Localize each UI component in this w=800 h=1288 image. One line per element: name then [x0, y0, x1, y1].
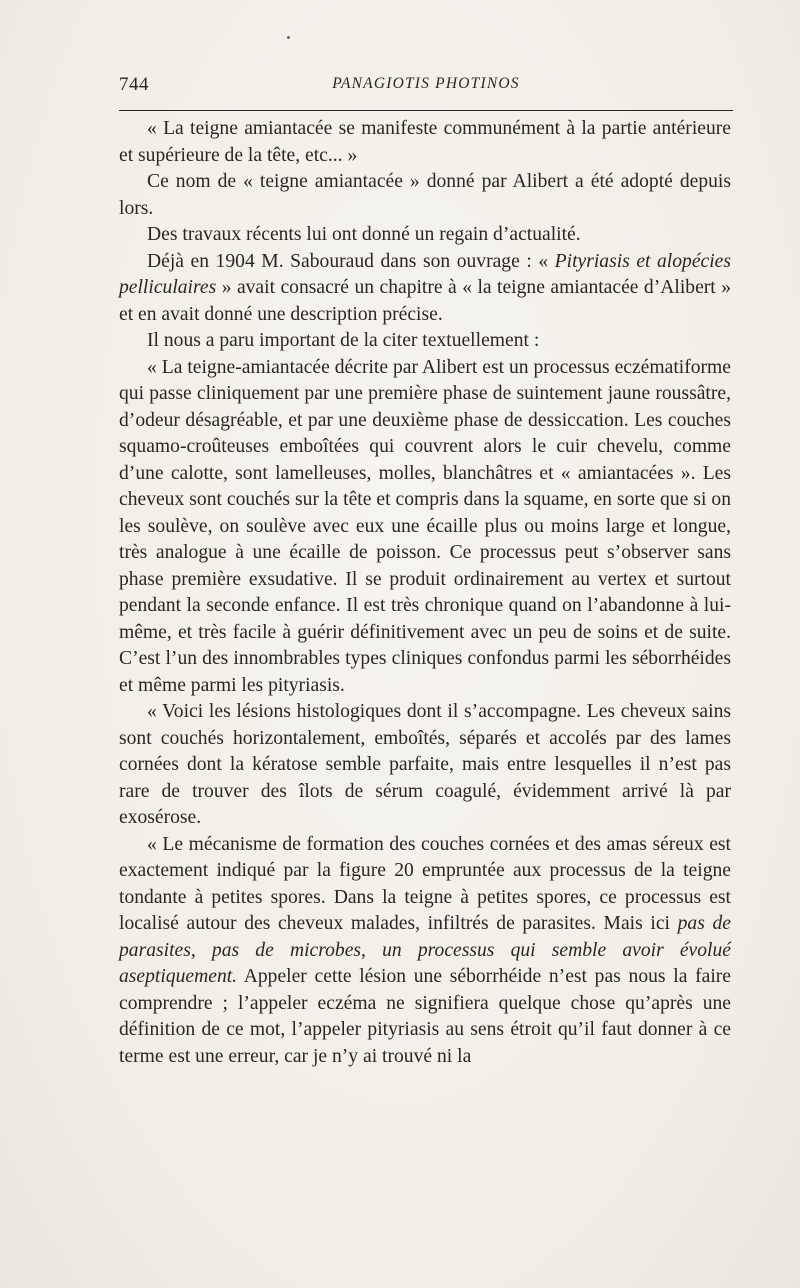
text-segment: » avait consacré un chapitre à « la teigne amiantacée d’Alibert » et en avait donné une description précise.: [119, 277, 731, 325]
text-segment: « Le mécanisme de formation des couches cornées et des amas séreux est exactement indiqué par la figure 20 empruntée aux processus de la teigne tondante à petites spores. Dans la teigne à petites spores, ce processus est localisé autour des cheveux malades, infiltrés de parasites. Mais ici: [119, 833, 731, 934]
page-number: 744: [119, 74, 149, 95]
paragraph: [119, 169, 731, 222]
text-segment: Ce nom de « teigne amiantacée » donné par Alibert a été adopté depuis lors.: [119, 171, 731, 219]
text-segment: « La teigne-amiantacée décrite par Alibert est un processus eczématiforme qui passe cliniquement par une première phase de suintement jaune roussâtre, d’odeur désagréable, et par une deuxième phase de dessiccation. Les couches squamo-croûteuses emboîtées qui couvrent alors le cuir chevelu, comme d’une calotte, sont lamelleuses, molles, blanchâtres et « amiantacées ». Les cheveux sont couchés sur la tête et compris dans la squame, en sorte que si on les soulève, on soulève avec eux une écaille plus ou moins large et longue, très analogue à une écaille de poisson. Ce processus peut s’observer sans phase première exsudative. Il se produit ordinairement au vertex et surtout pendant la seconde enfance. Il est très chronique quand on l’abandonne à lui-même, et très facile à guérir définitivement avec un peu de soins et de suite. C’est l’un des innombrables types cliniques confondus parmi les séborrhéides et même parmi les pityriasis.: [119, 356, 731, 696]
paragraph: [119, 116, 731, 169]
italic-text: Pityriasis et alopécies pelliculaires: [119, 250, 731, 298]
text-segment: Déjà en 1904 M. Sabouraud dans son ouvrage : «: [147, 250, 555, 272]
italic-text: pas de parasites, pas de microbes, un processus qui semble avoir évolué aseptiquement.: [119, 913, 731, 987]
paragraph: [119, 249, 731, 329]
paragraph: [119, 832, 731, 1071]
paragraph: [119, 222, 731, 249]
running-title: PANAGIOTIS PHOTINOS: [332, 75, 520, 92]
page-header: [119, 74, 733, 104]
paragraph: [119, 355, 731, 700]
header-rule: [119, 110, 733, 111]
text-segment: « Voici les lésions histologiques dont il s’accompagne. Les cheveux sains sont couchés horizontalement, emboîtés, séparés et accolés par des lames cornées dont la kératose semble parfaite, mais entre lesquelles il n’est pas rare de trouver des îlots de sérum coagulé, évidemment arrivé là par exosérose.: [119, 701, 731, 828]
text-segment: Des travaux récents lui ont donné un regain d’actualité.: [147, 224, 581, 245]
text-segment: Il nous a paru important de la citer textuellement :: [147, 330, 540, 351]
text-segment: « La teigne amiantacée se manifeste communément à la partie antérieure et supérieure de la tête, etc... »: [119, 118, 731, 166]
text-segment: Appeler cette lésion une séborrhéide n’est pas nous la faire comprendre ; l’appeler eczéma ne signifiera quelque chose qu’après une définition de ce mot, l’appeler pityriasis au sens étroit qu’il faut donner à ce terme est une erreur, car je n’y ai trouvé ni la: [119, 966, 731, 1067]
print-mark: [287, 36, 290, 39]
paragraph: [119, 328, 731, 355]
body-text: [119, 116, 731, 1070]
paragraph: [119, 699, 731, 832]
